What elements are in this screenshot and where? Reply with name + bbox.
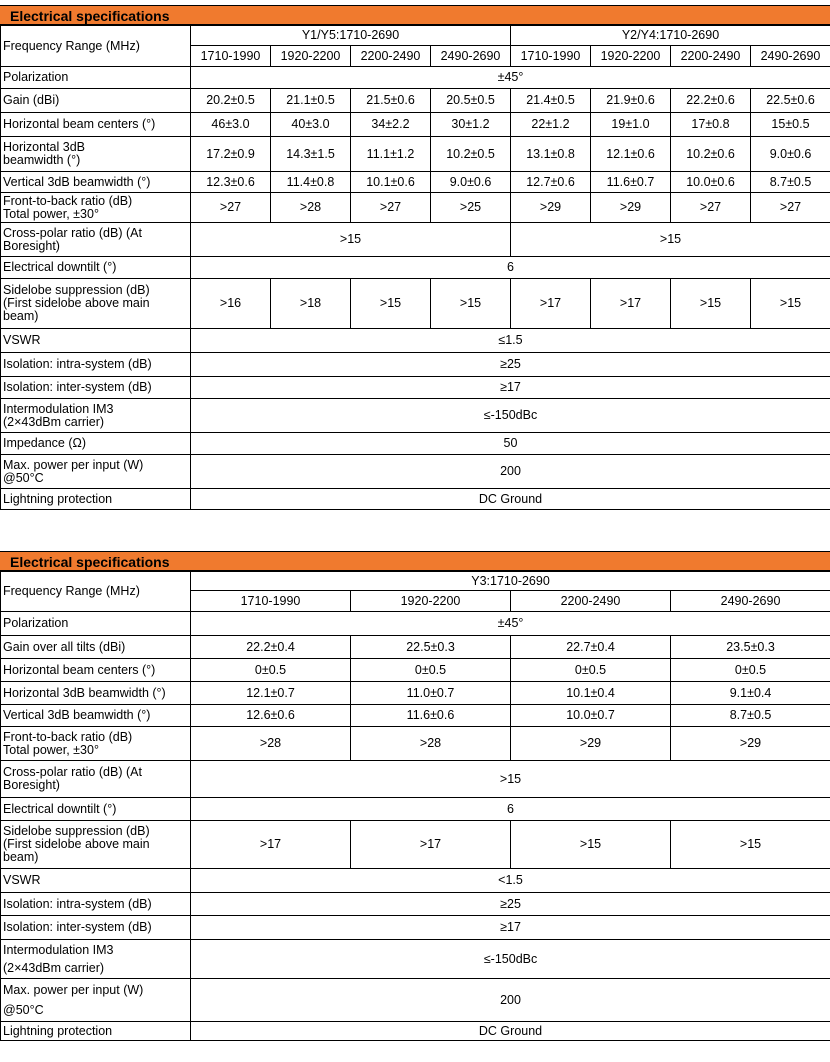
cell-gain: 22.5±0.6: [751, 89, 830, 113]
cell-ftb: >29: [671, 727, 830, 761]
spec-table: [0, 25, 830, 510]
cell-vbw: 9.0±0.6: [431, 172, 511, 193]
cell-gain: 22.7±0.4: [511, 636, 671, 659]
cell-gain: 21.1±0.5: [271, 89, 351, 113]
cell-iso-inter: ≥17: [191, 916, 830, 940]
cell-im3: ≤-150dBc: [191, 399, 830, 433]
cell-gain: 22.2±0.4: [191, 636, 351, 659]
cell-vbw: 12.7±0.6: [511, 172, 591, 193]
cell-sls: >15: [671, 279, 751, 329]
cell-hbc: 34±2.2: [351, 113, 431, 137]
group-header: Y2/Y4:1710-2690: [511, 26, 830, 46]
cell-polarization: ±45°: [191, 67, 830, 89]
cell-hbc: 17±0.8: [671, 113, 751, 137]
row-label-power: [1, 455, 191, 489]
cell-sls: >15: [511, 821, 671, 869]
cell-vbw: 11.6±0.6: [351, 705, 511, 727]
cell-tilt: 6: [191, 798, 830, 821]
row-label-ftb: [1, 193, 191, 223]
group-header: Y1/Y5:1710-2690: [191, 26, 511, 46]
cell-sls: >15: [671, 821, 830, 869]
row-label-xpol: [1, 761, 191, 798]
row-label-lightning: Lightning protection: [1, 489, 191, 510]
cell-vbw: 12.3±0.6: [191, 172, 271, 193]
row-label-xpol-text: Cross-polar ratio (dB) (At Boresight): [3, 765, 142, 792]
cell-lightning: DC Ground: [191, 489, 830, 510]
row-label-tilt: Electrical downtilt (°): [1, 257, 191, 279]
row-label-impedance: Impedance (Ω): [1, 433, 191, 455]
cell-hbc: 15±0.5: [751, 113, 830, 137]
band-header: 1710-1990: [191, 46, 271, 67]
cell-ftb: >28: [271, 193, 351, 223]
cell-ftb: >27: [351, 193, 431, 223]
cell-hbc: 0±0.5: [671, 659, 830, 682]
row-label-vbw: Vertical 3dB beamwidth (°): [1, 172, 191, 193]
spec-section-1: [0, 5, 830, 510]
cell-polarization: ±45°: [191, 612, 830, 636]
spec-section-2: [0, 551, 830, 1041]
row-label-sls: [1, 821, 191, 869]
row-label-power-text: Max. power per input (W) @50°C: [3, 457, 144, 485]
row-label-im3-text: Intermodulation IM3 (2×43dBm carrier): [3, 401, 114, 429]
cell-impedance: 50: [191, 433, 830, 455]
cell-tilt: 6: [191, 257, 830, 279]
row-label-frequency: Frequency Range (MHz): [1, 26, 191, 67]
band-header: 2200-2490: [671, 46, 751, 67]
row-label-ftb-text: Front-to-back ratio (dB) Total power, ±30°: [3, 729, 133, 757]
cell-sls: >15: [751, 279, 830, 329]
row-label-lightning: Lightning protection: [1, 1022, 191, 1041]
band-header: 2490-2690: [671, 591, 830, 612]
row-label-hbw: [1, 137, 191, 172]
row-label-ftb-text: Front-to-back ratio (dB) Total power, ±30°: [3, 193, 133, 221]
row-label-polarization: Polarization: [1, 67, 191, 89]
band-header: 1920-2200: [351, 591, 511, 612]
band-header: 2490-2690: [431, 46, 511, 67]
cell-hbw: 13.1±0.8: [511, 137, 591, 172]
cell-gain: 21.5±0.6: [351, 89, 431, 113]
cell-vbw: 8.7±0.5: [671, 705, 830, 727]
cell-hbw: 12.1±0.7: [191, 682, 351, 705]
row-label-power: [1, 979, 191, 1022]
band-header: 1710-1990: [191, 591, 351, 612]
cell-hbc: 40±3.0: [271, 113, 351, 137]
row-label-xpol: [1, 223, 191, 257]
cell-im3: ≤-150dBc: [191, 940, 830, 979]
cell-sls: >17: [511, 279, 591, 329]
cell-hbw: 11.1±1.2: [351, 137, 431, 172]
band-header: 2490-2690: [751, 46, 830, 67]
cell-gain: 23.5±0.3: [671, 636, 830, 659]
cell-hbw: 9.0±0.6: [751, 137, 830, 172]
row-label-hbw: Horizontal 3dB beamwidth (°): [1, 682, 191, 705]
cell-ftb: >28: [191, 727, 351, 761]
cell-power: 200: [191, 455, 830, 489]
row-label-vbw: Vertical 3dB beamwidth (°): [1, 705, 191, 727]
row-label-sls: [1, 279, 191, 329]
row-label-gain: Gain over all tilts (dBi): [1, 636, 191, 659]
cell-hbc: 0±0.5: [511, 659, 671, 682]
cell-power: 200: [191, 979, 830, 1022]
row-label-hbc: Horizontal beam centers (°): [1, 659, 191, 682]
cell-hbc: 0±0.5: [191, 659, 351, 682]
cell-hbc: 46±3.0: [191, 113, 271, 137]
cell-vbw: 11.6±0.7: [591, 172, 671, 193]
row-label-vswr: VSWR: [1, 329, 191, 353]
cell-sls: >17: [591, 279, 671, 329]
cell-ftb: >27: [671, 193, 751, 223]
row-label-power-text: Max. power per input (W) @50°C: [3, 983, 144, 1017]
cell-hbw: 10.2±0.5: [431, 137, 511, 172]
cell-vbw: 8.7±0.5: [751, 172, 830, 193]
row-label-im3-text: Intermodulation IM3 (2×43dBm carrier): [3, 943, 114, 975]
row-label-vswr: VSWR: [1, 869, 191, 893]
row-label-iso-inter: Isolation: inter-system (dB): [1, 916, 191, 940]
row-label-im3: [1, 940, 191, 979]
cell-vswr: ≤1.5: [191, 329, 830, 353]
row-label-xpol-text: Cross-polar ratio (dB) (At Boresight): [3, 225, 142, 253]
cell-vbw: 10.0±0.7: [511, 705, 671, 727]
cell-hbc: 30±1.2: [431, 113, 511, 137]
row-label-hbc: Horizontal beam centers (°): [1, 113, 191, 137]
row-label-tilt: Electrical downtilt (°): [1, 798, 191, 821]
cell-vbw: 12.6±0.6: [191, 705, 351, 727]
cell-hbw: 14.3±1.5: [271, 137, 351, 172]
section-title: Electrical specifications: [0, 5, 830, 25]
cell-sls: >17: [351, 821, 511, 869]
cell-hbw: 9.1±0.4: [671, 682, 830, 705]
row-label-iso-intra: Isolation: intra-system (dB): [1, 353, 191, 377]
cell-vswr: <1.5: [191, 869, 830, 893]
cell-hbw: 10.2±0.6: [671, 137, 751, 172]
cell-gain: 21.9±0.6: [591, 89, 671, 113]
spec-table: [0, 571, 830, 1041]
row-label-sls-text: Sidelobe suppression (dB) (First sidelobe above main beam): [3, 824, 150, 864]
band-header: 1920-2200: [271, 46, 351, 67]
group-header: Y3:1710-2690: [191, 572, 830, 591]
row-label-hbw-text: Horizontal 3dB beamwidth (°): [3, 140, 85, 167]
band-header: 2200-2490: [511, 591, 671, 612]
row-label-gain: Gain (dBi): [1, 89, 191, 113]
cell-vbw: 10.1±0.6: [351, 172, 431, 193]
cell-xpol: >15: [191, 761, 830, 798]
cell-ftb: >25: [431, 193, 511, 223]
cell-ftb: >27: [751, 193, 830, 223]
cell-iso-inter: ≥17: [191, 377, 830, 399]
cell-lightning: DC Ground: [191, 1022, 830, 1041]
cell-hbw: 11.0±0.7: [351, 682, 511, 705]
row-label-sls-text: Sidelobe suppression (dB) (First sidelobe above main beam): [3, 283, 150, 323]
cell-hbc: 0±0.5: [351, 659, 511, 682]
row-label-frequency: Frequency Range (MHz): [1, 572, 191, 612]
cell-gain: 20.2±0.5: [191, 89, 271, 113]
cell-iso-intra: ≥25: [191, 893, 830, 916]
cell-xpol: >15: [511, 223, 830, 257]
cell-ftb: >28: [351, 727, 511, 761]
section-title: Electrical specifications: [0, 551, 830, 571]
cell-gain: 22.2±0.6: [671, 89, 751, 113]
cell-hbc: 19±1.0: [591, 113, 671, 137]
cell-ftb: >29: [511, 193, 591, 223]
band-header: 1710-1990: [511, 46, 591, 67]
row-label-iso-intra: Isolation: intra-system (dB): [1, 893, 191, 916]
cell-ftb: >29: [591, 193, 671, 223]
cell-vbw: 10.0±0.6: [671, 172, 751, 193]
cell-gain: 21.4±0.5: [511, 89, 591, 113]
row-label-im3: [1, 399, 191, 433]
cell-hbw: 17.2±0.9: [191, 137, 271, 172]
band-header: 1920-2200: [591, 46, 671, 67]
cell-hbw: 10.1±0.4: [511, 682, 671, 705]
cell-sls: >15: [431, 279, 511, 329]
row-label-iso-inter: Isolation: inter-system (dB): [1, 377, 191, 399]
row-label-ftb: [1, 727, 191, 761]
cell-sls: >17: [191, 821, 351, 869]
cell-gain: 22.5±0.3: [351, 636, 511, 659]
cell-gain: 20.5±0.5: [431, 89, 511, 113]
cell-xpol: >15: [191, 223, 511, 257]
band-header: 2200-2490: [351, 46, 431, 67]
cell-sls: >15: [351, 279, 431, 329]
cell-iso-intra: ≥25: [191, 353, 830, 377]
row-label-polarization: Polarization: [1, 612, 191, 636]
cell-ftb: >29: [511, 727, 671, 761]
cell-vbw: 11.4±0.8: [271, 172, 351, 193]
cell-sls: >16: [191, 279, 271, 329]
cell-hbc: 22±1.2: [511, 113, 591, 137]
cell-ftb: >27: [191, 193, 271, 223]
cell-sls: >18: [271, 279, 351, 329]
cell-hbw: 12.1±0.6: [591, 137, 671, 172]
